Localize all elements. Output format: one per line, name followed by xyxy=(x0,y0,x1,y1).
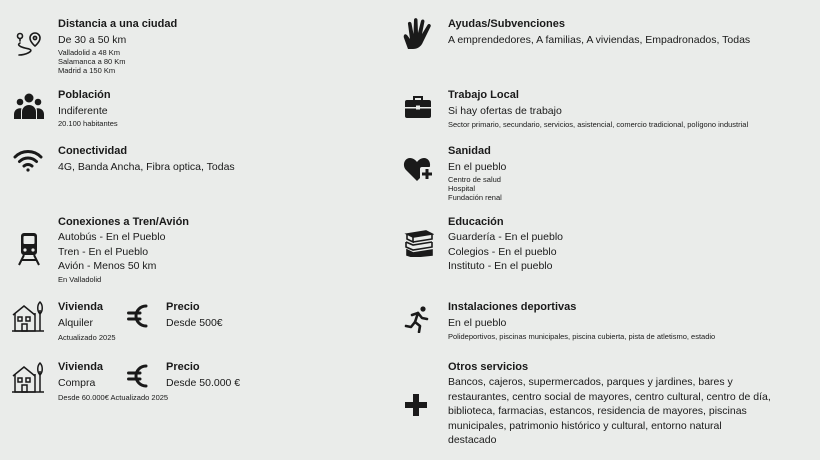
distance-detail: Valladolid a 48 Km xyxy=(58,47,120,57)
connectivity-title: Conectividad xyxy=(58,145,128,157)
housing-buy-detail: Desde 60.000€ Actualizado 2025 xyxy=(58,392,169,402)
connectivity-section xyxy=(58,144,235,175)
distance-title: Distancia a una ciudad xyxy=(58,18,178,30)
housing-rent-value: Alquiler xyxy=(58,317,94,329)
briefcase-icon xyxy=(404,93,432,121)
education-value: Guardería - En el pueblo xyxy=(448,231,563,243)
housing-buy-title: Vivienda xyxy=(58,361,104,373)
education-title: Educación xyxy=(448,216,504,228)
euro-icon xyxy=(127,302,149,330)
health-section xyxy=(448,144,506,202)
books-icon xyxy=(404,229,434,257)
price-value: Desde 500€ xyxy=(166,317,223,329)
other-services-title: Otros servicios xyxy=(448,361,529,373)
heart-cross-icon xyxy=(403,154,435,184)
housing-rent-title: Vivienda xyxy=(58,301,104,313)
distance-value: De 30 a 50 km xyxy=(58,34,127,46)
house-tree-icon xyxy=(11,299,45,333)
sports-value: En el pueblo xyxy=(448,317,507,329)
sports-detail: Polideportivos, piscinas municipales, piscina cubierta, pista de atletismo, estadio xyxy=(448,331,716,341)
transport-value: Autobús - En el Pueblo xyxy=(58,231,166,243)
health-value: En el pueblo xyxy=(448,161,507,173)
health-detail: Hospital xyxy=(448,183,476,193)
housing-buy-price xyxy=(166,360,240,391)
runner-icon xyxy=(404,305,432,333)
sports-section xyxy=(448,300,715,341)
population-detail: 20.100 habitantes xyxy=(58,118,118,128)
house-tree-icon xyxy=(11,360,45,394)
housing-buy-section xyxy=(58,360,168,402)
connectivity-value: 4G, Banda Ancha, Fibra optica, Todas xyxy=(58,161,235,173)
distance-detail: Salamanca a 80 Km xyxy=(58,56,126,66)
other-services-value: municipales, patrimonio histórico y cultural, entorno natural xyxy=(448,419,722,432)
population-value: Indiferente xyxy=(58,105,108,117)
health-title: Sanidad xyxy=(448,145,491,157)
other-services-value: restaurantes, centro social de mayores, centro cultural, centro de día, xyxy=(448,390,771,403)
other-services-value: Bancos, cajeros, supermercados, parques y jardines, bares y xyxy=(448,376,733,388)
education-value: Colegios - En el pueblo xyxy=(448,245,557,258)
train-icon xyxy=(14,232,44,266)
price-title: Precio xyxy=(166,361,200,373)
education-section xyxy=(448,215,563,274)
work-detail: Sector primario, secundario, servicios, asistencial, comercio tradicional, polígono industrial xyxy=(448,119,749,129)
route-pin-icon xyxy=(13,30,43,60)
grants-title: Ayudas/Subvenciones xyxy=(448,18,565,30)
distance-section xyxy=(58,17,177,75)
population-title: Población xyxy=(58,89,111,101)
other-services-value: destacado xyxy=(448,434,497,446)
grants-value: A emprendedores, A familias, A viviendas, Empadronados, Todas xyxy=(448,34,751,46)
hand-icon xyxy=(402,16,436,50)
transport-value: Tren - En el Pueblo xyxy=(58,245,149,258)
work-value: Si hay ofertas de trabajo xyxy=(448,105,562,117)
wifi-icon xyxy=(13,146,43,176)
work-section xyxy=(448,88,748,129)
transport-detail: En Valladolid xyxy=(58,274,102,284)
housing-rent-price xyxy=(166,300,223,331)
other-services-value: biblioteca, farmacias, estancos, residencia de mayores, piscinas xyxy=(448,405,747,417)
population-section xyxy=(58,88,118,128)
transport-section xyxy=(58,215,189,284)
education-value: Instituto - En el pueblo xyxy=(448,260,553,272)
sports-title: Instalaciones deportivas xyxy=(448,301,577,313)
price-value: Desde 50.000 € xyxy=(166,377,241,389)
health-detail: Centro de salud xyxy=(448,174,501,184)
health-detail: Fundación renal xyxy=(448,192,502,202)
distance-detail: Madrid a 150 Km xyxy=(58,65,116,75)
price-title: Precio xyxy=(166,301,200,313)
transport-title: Conexiones a Tren/Avión xyxy=(58,216,190,228)
housing-rent-section xyxy=(58,300,116,342)
work-title: Trabajo Local xyxy=(448,89,519,101)
housing-rent-detail: Actualizado 2025 xyxy=(58,332,116,342)
plus-icon xyxy=(404,393,428,417)
other-services-section xyxy=(448,360,771,448)
housing-buy-value: Compra xyxy=(58,377,96,389)
grants-section xyxy=(448,17,750,48)
people-group-icon xyxy=(14,91,44,121)
euro-icon xyxy=(127,362,149,390)
transport-value: Avión - Menos 50 km xyxy=(58,260,157,272)
